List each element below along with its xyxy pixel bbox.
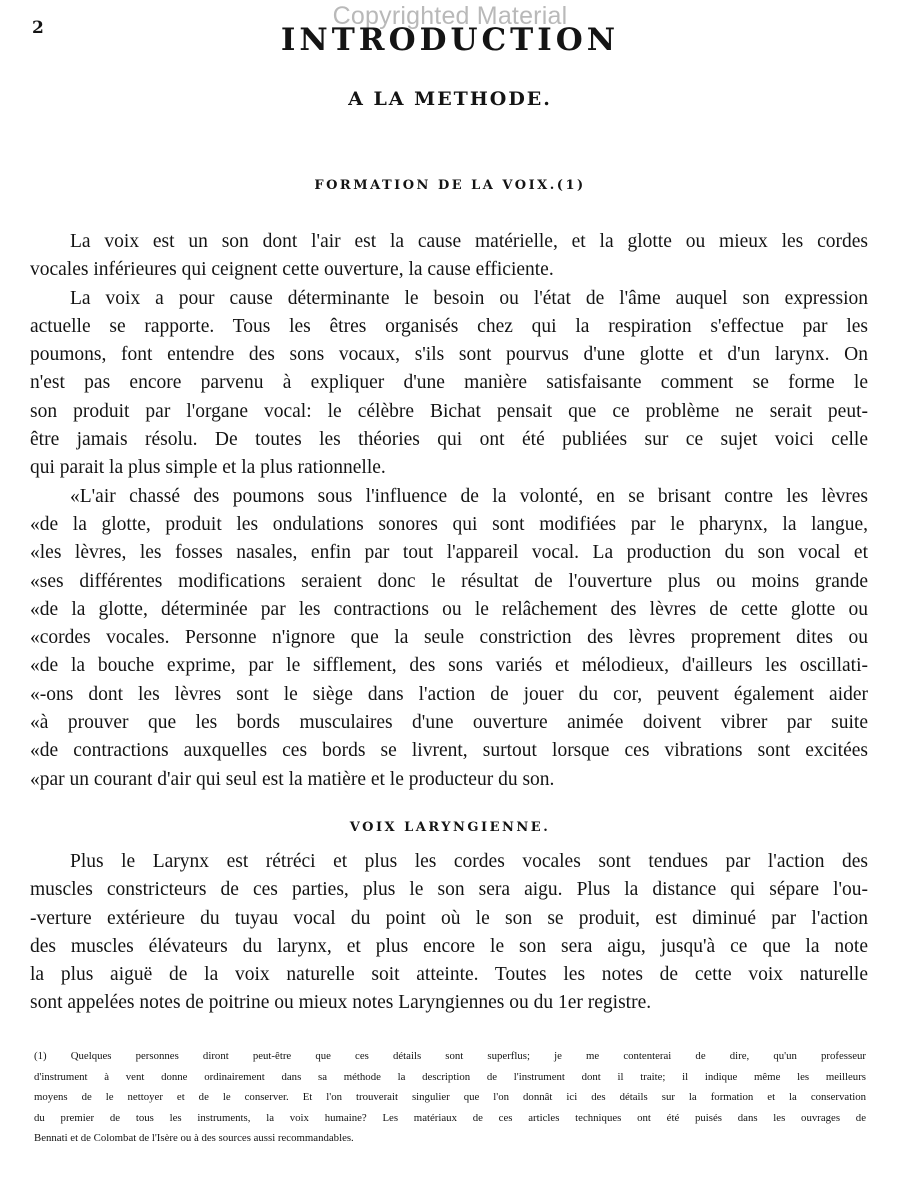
section-body-formation (30, 228, 868, 794)
text-line: «L'air chassé des poumons sous l'influence de la volonté, en se brisant contre les lèvres (70, 485, 868, 507)
text-line: des muscles élévateurs du larynx, et plus encore le son sera aigu, jusqu'à ce que la note (30, 935, 868, 957)
text-line: «de la bouche exprime, par le sifflement, des sons variés et mélodieux, d'ailleurs les oscillati- (30, 655, 868, 677)
section-heading-formation: FORMATION DE LA VOIX.(1) (314, 178, 586, 193)
text-line: son produit par l'organe vocal: le célèbre Bichat pensait que ce problème ne serait peut- (30, 400, 868, 422)
footnote (34, 1046, 866, 1149)
page-title: INTRODUCTION (280, 22, 620, 58)
page-number: 2 (32, 18, 44, 38)
text-line: «ses différentes modifications seraient donc le résultat de l'ouverture plus ou moins grande (30, 570, 868, 592)
text-line: être jamais résolu. De toutes les théories qui ont été publiées sur ce sujet voici celle (30, 429, 868, 451)
text-line: Plus le Larynx est rétréci et plus les cordes vocales sont tendues par l'action des (70, 851, 868, 872)
footnote-line: (1) Quelques personnes diront peut-être que ces détails sont superflus; je me contenterai de dire, qu'un professeur (34, 1050, 866, 1062)
text-line: poumons, font entendre des sons vocaux, s'ils sont pourvus d'une glotte et d'un larynx. On (30, 344, 868, 366)
text-line: La voix est un son dont l'air est la cause matérielle, et la glotte ou mieux les cordes (70, 231, 868, 252)
section-body-laryngienne (30, 848, 868, 1018)
text-line: actuelle se rapporte. Tous les êtres organisés chez qui la respiration s'effectue par les (30, 315, 868, 337)
text-line: «de la glotte, déterminée par les contractions ou le relâchement des lèvres de cette glotte ou (30, 598, 868, 620)
text-line: vocales inférieures qui ceignent cette ouverture, la cause efficiente. (30, 259, 554, 281)
footnote-line: Bennati et de Colombat de l'Isère ou à des sources aussi recommandables. (34, 1132, 354, 1144)
footnote-line: d'instrument à vent donne ordinairement dans sa méthode la description de l'instrument dont il traite; il indique même les meilleurs (34, 1070, 866, 1083)
text-line: «par un courant d'air qui seul est la matière et le producteur du son. (30, 768, 555, 790)
text-line: «-ons dont les lèvres sont le siège dans l'action de jouer du cor, peuvent également aider (30, 683, 868, 705)
text-line: La voix a pour cause déterminante le besoin ou l'état de l'âme auquel son expression (70, 287, 868, 309)
footnote-line: du premier de tous les instruments, la voix humaine? Les matériaux de ces articles techniques ont été puisés dans les ouvrages de (34, 1111, 866, 1124)
text-line: «à prouver que les bords musculaires d'une ouverture animée doivent vibrer par suite (30, 712, 868, 734)
text-line: -verture extérieure du tuyau vocal du point où le son se produit, est diminué par l'action (30, 907, 868, 929)
text-line: la plus aiguë de la voix naturelle soit atteinte. Toutes les notes de cette voix naturelle (30, 964, 868, 986)
footnote-line: moyens de le nettoyer et de le conserver. Et l'on trouverait singulier que l'on donnât ici des détails sur la formation et la conservation (34, 1091, 866, 1103)
text-line: «les lèvres, les fosses nasales, enfin par tout l'appareil vocal. La production du son vocal et (30, 542, 868, 564)
text-line: «de contractions auxquelles ces bords se livrent, surtout lorsque ces vibrations sont excitées (30, 740, 868, 762)
text-line: «de la glotte, produit les ondulations sonores qui sont modifiées par le pharynx, la langue, (30, 513, 868, 535)
text-line: «cordes vocales. Personne n'ignore que la seule constriction des lèvres proprement dites ou (30, 627, 868, 649)
copyright-watermark: Copyrighted Material (332, 2, 568, 30)
text-line: qui parait la plus simple et la plus rationnelle. (30, 457, 386, 479)
text-line: muscles constricteurs de ces parties, plus le son sera aigu. Plus la distance qui sépare l'ou- (30, 879, 868, 901)
text-line: sont appelées notes de poitrine ou mieux notes Laryngiennes ou du 1er registre. (30, 992, 652, 1014)
section-heading-laryngienne: VOIX LARYNGIENNE. (349, 820, 551, 835)
text-line: n'est pas encore parvenu à expliquer d'une manière satisfaisante comment se forme le (30, 372, 868, 394)
page-subtitle: A LA METHODE. (348, 88, 552, 110)
